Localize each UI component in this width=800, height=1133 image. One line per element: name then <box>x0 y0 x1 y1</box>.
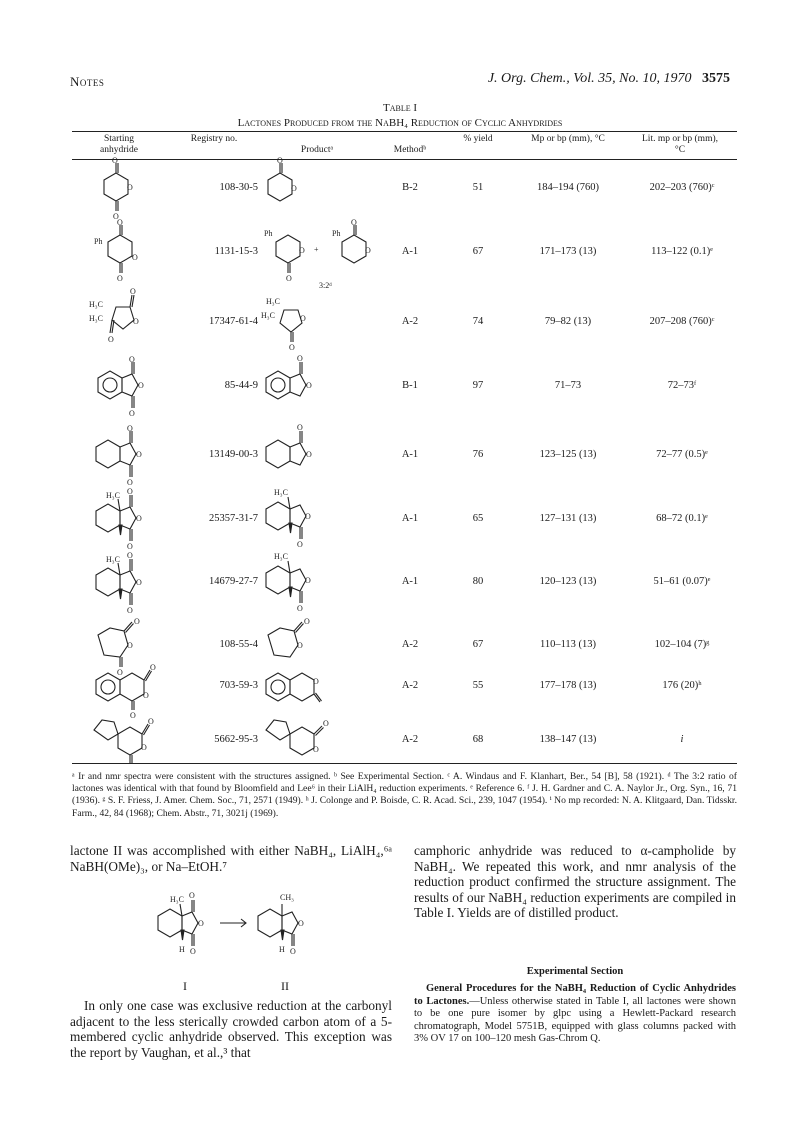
h3c-label: H₃C <box>261 311 275 320</box>
o-label: O <box>117 218 123 227</box>
o-label: O <box>306 381 312 390</box>
cell-method: A-2 <box>401 680 419 691</box>
compound-label-ii: II <box>281 979 289 993</box>
cell-method: B-2 <box>402 182 418 193</box>
structure-product-5 <box>262 425 322 475</box>
col-header-product: Productᵃ <box>300 145 334 155</box>
o-label: O <box>129 355 135 364</box>
cell-registry: 25357-31-7 <box>209 513 258 524</box>
o-label: O <box>148 717 154 726</box>
ratio-label: 3:2ᵈ <box>319 281 332 290</box>
running-head-right <box>488 71 730 87</box>
o-label: O <box>286 274 292 283</box>
cell-yield: 51 <box>472 182 484 193</box>
o-label: O <box>130 711 136 720</box>
cell-mp: 110–113 (13) <box>539 639 597 650</box>
page-number: 3575 <box>702 71 730 86</box>
cell-mp: 138–147 (13) <box>539 734 597 745</box>
cell-method: A-1 <box>401 513 419 524</box>
o-label: O <box>300 314 306 323</box>
o-label: O <box>290 947 296 956</box>
structure-anhydride-7 <box>88 551 158 617</box>
o-label: O <box>323 719 329 728</box>
o-label: O <box>143 691 149 700</box>
cell-lit: 176 (20)ʰ <box>662 680 702 691</box>
ph-label: Ph <box>94 237 103 246</box>
cell-lit: 207–208 (760)ᶜ <box>649 316 715 327</box>
structure-product-10 <box>262 712 342 760</box>
o-label: O <box>365 246 371 255</box>
o-label: O <box>189 891 195 900</box>
structure-anhydride-1 <box>86 156 146 221</box>
o-label: O <box>298 919 304 928</box>
o-label: O <box>133 317 139 326</box>
h3c-label: H₃C <box>274 552 288 561</box>
section-heading: Experimental Section <box>526 966 624 977</box>
o-label: O <box>127 641 133 650</box>
h3c-label: H₃C <box>106 491 120 500</box>
cell-registry: 108-30-5 <box>219 182 258 193</box>
cell-method: A-2 <box>401 639 419 650</box>
cell-lit: 72–73ᶠ <box>667 380 697 391</box>
o-label: O <box>304 617 310 626</box>
structure-anhydride-6 <box>88 487 158 553</box>
col-header-method: Methodᵇ <box>393 145 427 155</box>
h3c-label: H₃C <box>89 300 103 309</box>
structure-product-3 <box>262 292 322 352</box>
o-label: O <box>127 424 133 433</box>
o-label: O <box>305 512 311 521</box>
cell-mp: 79–82 (13) <box>544 316 592 327</box>
table-title: Lactones Produced from the NaBH₄ Reduction of Cyclic Anhydrides <box>237 117 563 129</box>
cell-mp: 127–131 (13) <box>539 513 597 524</box>
cell-yield: 67 <box>472 246 484 257</box>
structure-anhydride-2 <box>88 218 158 283</box>
o-label: O <box>351 218 357 227</box>
cell-method: A-1 <box>401 246 419 257</box>
cell-lit: 113–122 (0.1)ᵉ <box>651 246 713 257</box>
o-label: O <box>297 604 303 613</box>
table-bottom-rule <box>72 763 737 764</box>
o-label: O <box>108 335 114 344</box>
col-header-lit: Lit. mp or bp (mm), °C <box>642 134 718 155</box>
structure-anhydride-9 <box>92 660 162 720</box>
cell-registry: 108-55-4 <box>219 639 258 650</box>
cell-mp: 171–173 (13) <box>539 246 597 257</box>
o-label: O <box>289 343 295 352</box>
cell-yield: 76 <box>472 449 484 460</box>
ph-label: Ph <box>264 229 273 238</box>
structure-product-1 <box>262 156 312 210</box>
o-label: O <box>127 606 133 615</box>
o-label: O <box>136 514 142 523</box>
right-para-1: camphoric anhydride was reduced to α-campholide by NaBH₄. We repeated this work, and nmr analysis of the reduction product confirmed the structure assignment. The results of our NaBH₄ reduction experiments are compiled in Table I. Yields are of distilled product. <box>414 843 736 921</box>
o-label: O <box>291 184 297 193</box>
o-label: O <box>129 409 135 418</box>
cell-registry: 703-59-3 <box>219 680 258 691</box>
o-label: O <box>127 542 133 551</box>
table-top-rule <box>72 131 737 132</box>
cell-registry: 5662-95-3 <box>214 734 258 745</box>
structure-anhydride-4 <box>92 356 162 418</box>
o-label: O <box>297 423 303 432</box>
o-label: O <box>127 551 133 560</box>
cell-lit: 68–72 (0.1)ᵉ <box>656 513 708 524</box>
o-label: O <box>198 919 204 928</box>
right-para-2 <box>414 983 736 1046</box>
o-label: O <box>306 450 312 459</box>
structure-product-7 <box>262 549 322 613</box>
cell-yield: 55 <box>472 680 484 691</box>
o-label: O <box>113 212 119 221</box>
structure-product-6 <box>262 485 322 549</box>
structure-anhydride-5 <box>88 425 158 487</box>
h3c-label: H₃C <box>106 555 120 564</box>
cell-yield: 65 <box>472 513 484 524</box>
cell-registry: 13149-00-3 <box>209 449 258 460</box>
o-label: O <box>190 947 196 956</box>
cell-yield: 68 <box>472 734 484 745</box>
cell-lit: 102–104 (7)ᵍ <box>654 639 710 650</box>
cell-method: B-1 <box>402 380 418 391</box>
o-label: O <box>150 663 156 672</box>
o-label: O <box>305 576 311 585</box>
cell-registry: 17347-61-4 <box>209 316 258 327</box>
left-para-1: lactone II was accomplished with either NaBH₄, LiAlH₄,⁶ᵃ NaBH(OMe)₃, or Na–EtOH.⁷ <box>70 843 392 874</box>
cell-mp: 177–178 (13) <box>539 680 597 691</box>
o-label: O <box>313 677 319 686</box>
cell-method: A-2 <box>401 316 419 327</box>
left-para-2: In only one case was exclusive reduction at the carbonyl adjacent to the less sterically crowded carbon atom of a 5-membered cyclic anhydride observed. This exception was the report by Vaughan, et al.,³ that <box>70 998 392 1060</box>
o-label: O <box>138 381 144 390</box>
cell-mp: 120–123 (13) <box>539 576 597 587</box>
structure-anhydride-3 <box>88 287 148 351</box>
col-header-starting: Starting anhydride <box>100 134 138 155</box>
o-label: O <box>132 253 138 262</box>
cell-lit: i <box>680 734 684 745</box>
cell-yield: 67 <box>472 639 484 650</box>
o-label: O <box>117 668 123 677</box>
reaction-scheme <box>150 878 320 982</box>
col-header-registry: Registry no. <box>190 134 238 144</box>
h-label: H <box>179 945 185 954</box>
structure-product-9 <box>262 664 332 712</box>
col-header-yield: % yield <box>463 134 493 144</box>
h3c-label: H₃C <box>170 895 184 904</box>
h3c-label: H₃C <box>89 314 103 323</box>
structure-product-8 <box>262 617 322 667</box>
o-label: O <box>297 540 303 549</box>
o-label: O <box>134 617 140 626</box>
cell-method: A-1 <box>401 576 419 587</box>
o-label: O <box>141 743 147 752</box>
h3c-label: H₃C <box>274 488 288 497</box>
o-label: O <box>127 183 133 192</box>
h3c-label: H₃C <box>266 297 280 306</box>
cell-yield: 97 <box>472 380 484 391</box>
structure-product-2 <box>262 218 392 292</box>
cell-lit: 72–77 (0.5)ᵉ <box>656 449 708 460</box>
procedure-heading: General Procedures for the NaBH₄ Reduction of Cyclic Anhydrides to Lactones. <box>414 983 736 1007</box>
cell-yield: 74 <box>472 316 484 327</box>
running-head-left: Notes <box>70 74 105 89</box>
cell-lit: 202–203 (760)ᶜ <box>649 182 715 193</box>
cell-registry: 14679-27-7 <box>209 576 258 587</box>
cell-yield: 80 <box>472 576 484 587</box>
o-label: O <box>136 450 142 459</box>
structure-anhydride-10 <box>88 710 168 765</box>
cell-mp: 184–194 (760) <box>536 182 600 193</box>
o-label: O <box>130 287 136 296</box>
compound-label-i: I <box>183 979 187 993</box>
cell-mp: 71–73 <box>554 380 582 391</box>
o-label: O <box>112 156 118 165</box>
cell-method: A-1 <box>401 449 419 460</box>
o-label: O <box>299 246 305 255</box>
o-label: O <box>117 274 123 283</box>
o-label: O <box>297 354 303 363</box>
o-label: O <box>277 156 283 165</box>
cell-mp: 123–125 (13) <box>539 449 597 460</box>
journal-citation: J. Org. Chem., Vol. 35, No. 10, 1970 <box>487 71 692 86</box>
o-label: O <box>127 478 133 487</box>
ph-label: Ph <box>332 229 341 238</box>
table-number: Table I <box>382 102 418 114</box>
cell-registry: 1131-15-3 <box>214 246 258 257</box>
h-label: H <box>279 945 285 954</box>
plus-sign: + <box>314 245 319 254</box>
o-label: O <box>313 745 319 754</box>
o-label: O <box>297 641 303 650</box>
procedure-text: —Unless otherwise stated in Table I, all lactones were shown to be one pure isomer by glpc using a Hewlett-Packard research chromatograph, Model 5751B, equipped with glass columns packed with 3% OV 17 on 100–120 mesh Gas-Chrom Q. <box>414 995 736 1045</box>
ch3-label: CH₃ <box>280 893 294 902</box>
table-footnotes: ᵃ Ir and nmr spectra were consistent with the structures assigned. ᵇ See Experimental Section. ᶜ A. Windaus and F. Klanhart, Ber., 54 [B], 58 (1921). ᵈ The 3:2 ratio of lactones was identical with that found by Bloomfield and Lee⁶ in their LiAlH₄ reduction experiments. ᵉ Reference 6. ᶠ J. H. Gardner and C. A. Naylor Jr., Org. Syn., 16, 71 (1936). ᵍ S. F. Friess, J. Amer. Chem. Soc., 71, 2571 (1949). ʰ J. Colonge and P. Boisde, C. R. Acad. Sci., 239, 1047 (1954). ⁱ No mp recorded: N. A. Klitgaard, Dan. Tidsskr. Farm., 42, 84 (1968); Chem. Abstr., 71, 3021j (1969). <box>72 771 737 819</box>
cell-method: A-2 <box>401 734 419 745</box>
structure-product-4 <box>262 356 322 406</box>
col-header-mp: Mp or bp (mm), °C <box>531 134 605 144</box>
o-label: O <box>136 578 142 587</box>
o-label: O <box>127 487 133 496</box>
cell-lit: 51–61 (0.07)ᵉ <box>653 576 711 587</box>
cell-registry: 85-44-9 <box>224 380 258 391</box>
table-header-rule <box>72 159 737 160</box>
